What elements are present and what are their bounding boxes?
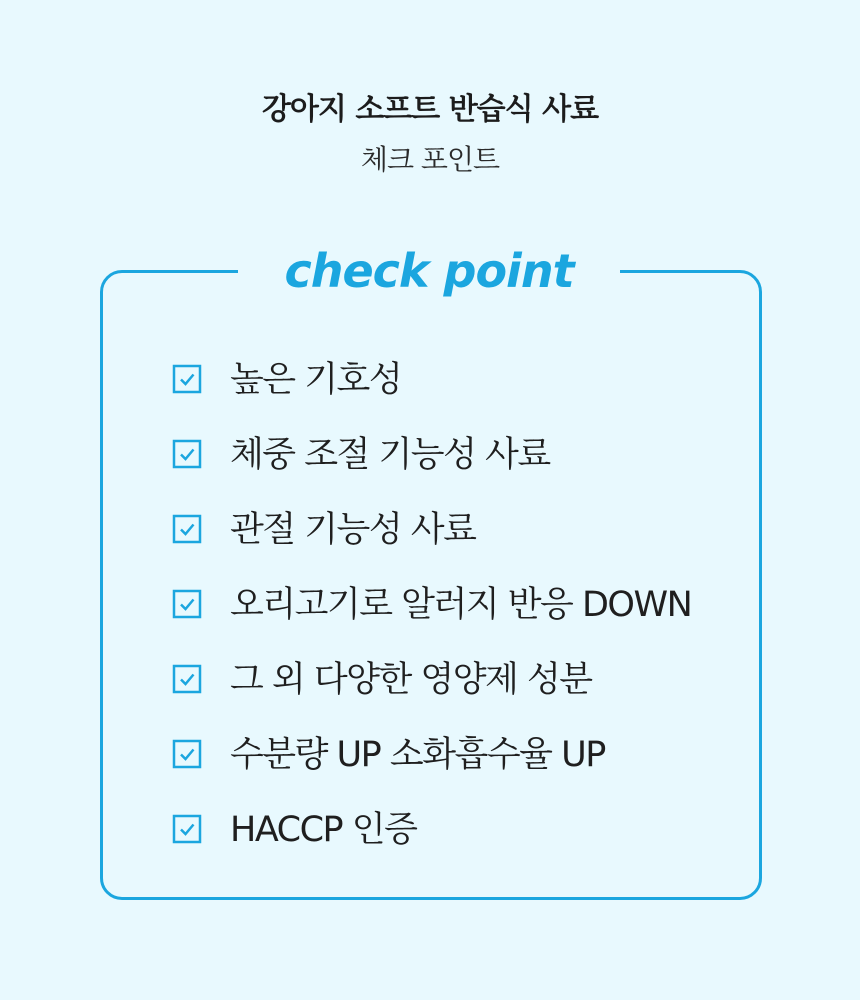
list-item: [172, 732, 732, 778]
checkbox-checked-icon: [172, 514, 202, 544]
checklist-label: 체중 조절 기능성 사료: [230, 435, 550, 475]
checkbox-checked-icon: [172, 364, 202, 394]
checkbox-checked-icon: [172, 439, 202, 469]
checkpoint-heading: check point: [238, 236, 620, 306]
checkbox-checked-icon: [172, 739, 202, 769]
page-subtitle: 체크 포인트: [360, 143, 500, 176]
page-title: 강아지 소프트 반습식 사료: [261, 92, 599, 127]
list-item: [172, 582, 732, 628]
checklist-label: HACCP 인증: [230, 810, 417, 850]
list-item: [172, 357, 732, 403]
checkbox-checked-icon: [172, 664, 202, 694]
checkbox-checked-icon: [172, 589, 202, 619]
checklist-label: 관절 기능성 사료: [230, 510, 476, 550]
list-item: [172, 807, 732, 853]
checklist-label: 그 외 다양한 영양제 성분: [230, 660, 592, 700]
checklist-label: 높은 기호성: [230, 360, 402, 400]
checkbox-checked-icon: [172, 814, 202, 844]
checklist-label: 수분량 UP 소화흡수율 UP: [230, 735, 605, 775]
list-item: [172, 432, 732, 478]
checklist-label: 오리고기로 알러지 반응 DOWN: [230, 585, 692, 625]
list-item: [172, 657, 732, 703]
list-item: [172, 507, 732, 553]
